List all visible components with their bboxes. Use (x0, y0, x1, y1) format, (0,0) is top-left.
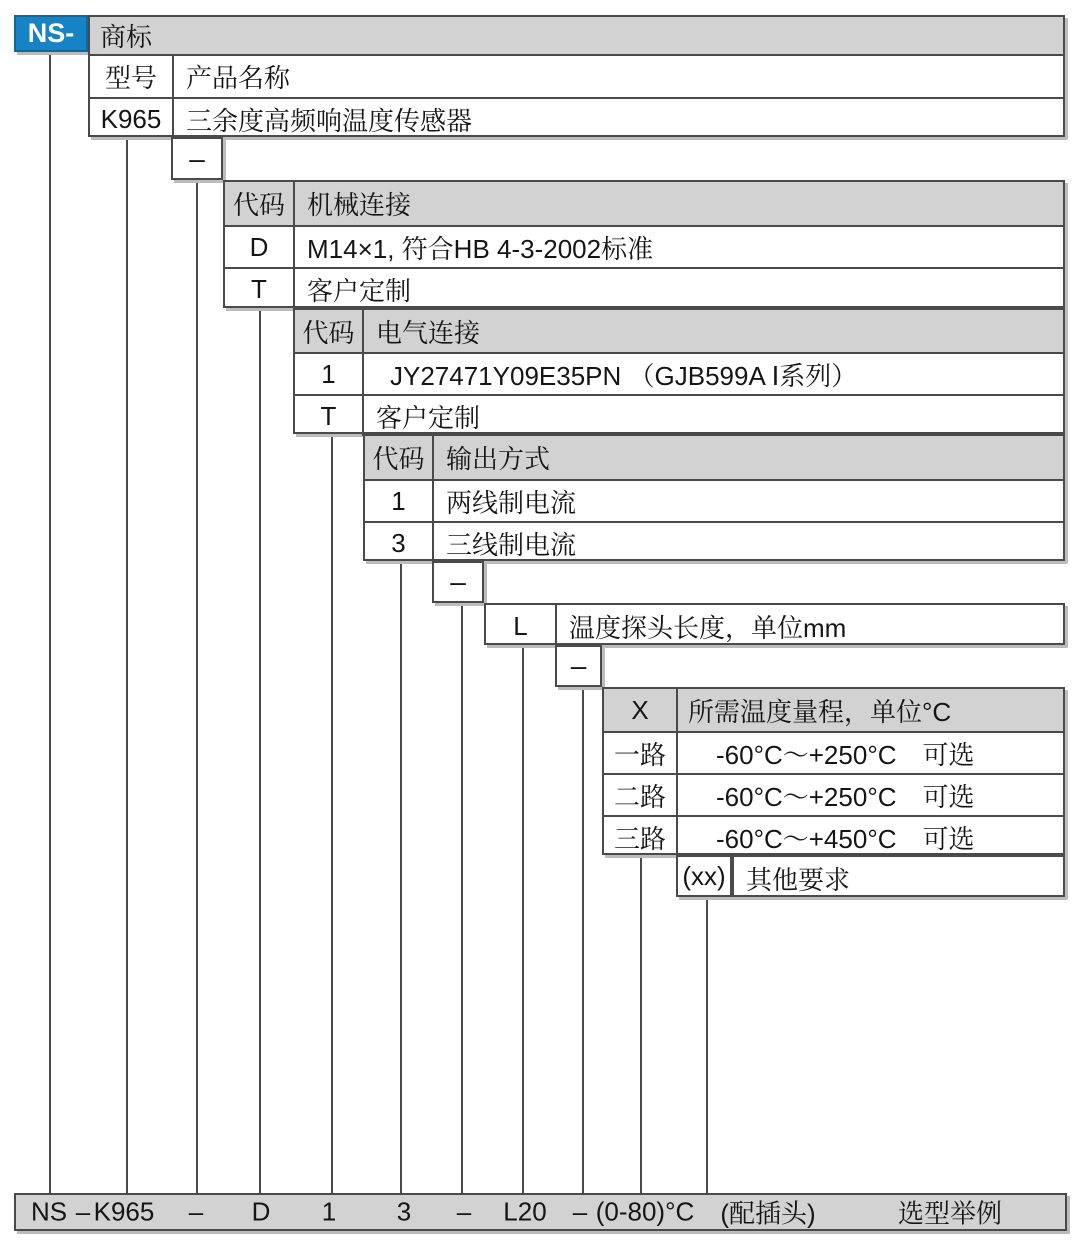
range-row (604, 731, 1063, 773)
mech-code-header: 代码 (225, 182, 295, 225)
name-col-header: 产品名称 (186, 63, 291, 93)
type-col-header: 型号 (90, 56, 174, 97)
elec-title: 电气连接 (376, 317, 481, 348)
example-part-elec-code: 1 (321, 1196, 337, 1227)
brand-header: 商标 (100, 22, 153, 52)
range-row-code: 二路 (604, 775, 678, 815)
separator-cell-2: – (432, 561, 484, 603)
output-row (365, 479, 1063, 521)
probe-desc: 温度探头长度，单位mm (569, 612, 847, 643)
example-caption: 选型举例 (897, 1198, 1003, 1229)
model-code: K965 (90, 99, 174, 139)
elec-row (295, 352, 1063, 394)
connector-line-probe (522, 645, 524, 1195)
other-req-desc: 其他要求 (746, 864, 851, 895)
example-part-range: (0-80)°C (595, 1196, 695, 1227)
example-part-prefix: NS (30, 1196, 68, 1227)
product-name: 三余度高频响温度传感器 (186, 105, 473, 136)
example-part-mech-code: D (251, 1196, 271, 1227)
example-part-separator: – (572, 1196, 588, 1227)
brand-block (88, 15, 1065, 137)
other-req-code-cell: (xx) (676, 855, 732, 897)
elec-row-desc: 客户定制 (376, 402, 481, 433)
example-part-plug-note: (配插头) (720, 1198, 816, 1229)
example-part-length: L20 (503, 1196, 547, 1227)
output-block (363, 434, 1065, 561)
range-row-desc: -60°C～+450°C 可选 (716, 823, 975, 854)
connector-line-sep2 (461, 603, 463, 1195)
example-part-separator: – (188, 1196, 204, 1227)
separator-cell-1: – (171, 137, 223, 180)
output-title: 输出方式 (446, 444, 551, 474)
example-part-separator: – (75, 1196, 91, 1227)
range-code-header: X (604, 689, 678, 731)
electrical-block (293, 308, 1065, 434)
prefix-cell: NS- (14, 15, 88, 52)
elec-row-code: T (295, 396, 364, 436)
connector-line-mech (259, 308, 261, 1195)
example-part-model: K965 (93, 1196, 155, 1227)
output-row-desc: 三线制电流 (446, 529, 577, 560)
elec-row-desc: JY27471Y09E35PN （GJB599A Ⅰ系列） (390, 360, 858, 391)
probe-length-block (484, 603, 1065, 645)
connector-line-range (640, 855, 642, 1195)
separator-cell-3: – (555, 645, 602, 687)
mech-row-code: T (225, 269, 295, 310)
range-row-code: 一路 (604, 733, 678, 773)
elec-row-code: 1 (295, 354, 364, 394)
output-row-code: 3 (365, 523, 434, 563)
elec-row (295, 394, 1063, 436)
output-code-header: 代码 (365, 436, 434, 479)
range-block (602, 687, 1065, 855)
mech-title: 机械连接 (307, 190, 412, 220)
mech-row-desc: M14×1, 符合HB 4-3-2002标准 (307, 233, 654, 264)
range-row-desc: -60°C～+250°C 可选 (716, 781, 975, 812)
output-row-desc: 两线制电流 (446, 487, 577, 518)
range-title: 所需温度量程，单位°C (688, 696, 952, 727)
range-row-code: 三路 (604, 817, 678, 857)
range-row-desc: -60°C～+250°C 可选 (716, 739, 975, 770)
output-row-code: 1 (365, 481, 434, 521)
range-row (604, 815, 1063, 857)
mech-row (225, 225, 1063, 267)
connector-line-elec (331, 434, 333, 1195)
other-req-desc-cell (732, 855, 1065, 897)
connector-line-model (126, 137, 128, 1195)
connector-line-prefix (49, 52, 51, 1195)
output-row (365, 521, 1063, 563)
mechanical-block (223, 180, 1065, 308)
connector-line-sep3 (582, 687, 584, 1195)
example-part-separator: – (456, 1196, 472, 1227)
mech-row-code: D (225, 227, 295, 267)
connector-line-sep1 (196, 180, 198, 1195)
mech-row-desc: 客户定制 (307, 276, 412, 306)
connector-line-other (706, 897, 708, 1195)
mech-row (225, 267, 1063, 310)
example-bar (14, 1193, 1067, 1231)
elec-code-header: 代码 (295, 310, 364, 352)
probe-code: L (486, 605, 557, 647)
connector-line-output (400, 561, 402, 1195)
example-part-output-code: 3 (396, 1196, 412, 1227)
range-row (604, 773, 1063, 815)
probe-row (486, 605, 1063, 647)
